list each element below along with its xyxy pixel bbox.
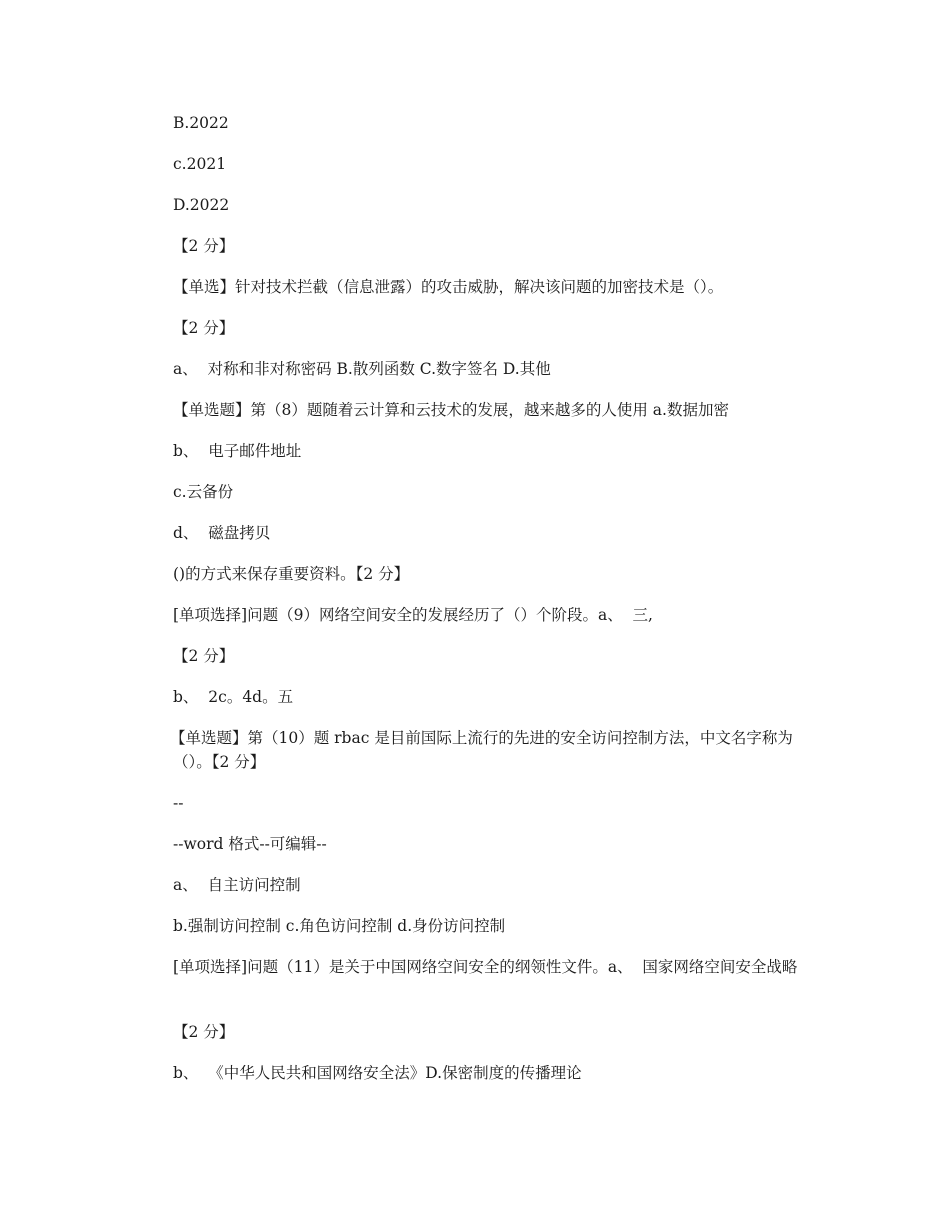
answer-option-line: b、 电子邮件地址 (173, 442, 302, 460)
option-c-line: c.2021 (173, 155, 227, 173)
question-text: 【单选题】第（10）题 rbac 是目前国际上流行的先进的安全访问控制方法，中文名字称为（）。【2 分】 (170, 729, 793, 771)
answer-options-line: b、 2c。4d。五 (173, 688, 294, 706)
question-text-continuation: ()的方式来保存重要资料。【2 分】 (173, 565, 410, 583)
question-text: [单项选择]问题（11）是关于中国网络空间安全的纲领性文件。a、 国家网络空间安全战略 (173, 958, 798, 976)
score-label: 【2 分】 (173, 647, 235, 665)
answer-option-line: c.云备份 (173, 483, 234, 501)
answer-option-line: a、 自主访问控制 (173, 876, 301, 894)
answer-options-line: b.强制访问控制 c.角色访问控制 d.身份访问控制 (173, 917, 506, 935)
question-text: 【单选题】第（8）题随着云计算和云技术的发展，越来越多的人使用 a.数据加密 (173, 401, 729, 419)
score-label: 【2 分】 (173, 237, 235, 255)
option-b-line: B.2022 (173, 114, 229, 132)
question-text: [单项选择]问题（9）网络空间安全的发展经历了（）个阶段。a、 三, (173, 606, 653, 624)
answer-options-line: b、 《中华人民共和国网络安全法》D.保密制度的传播理论 (173, 1064, 582, 1082)
score-label: 【2 分】 (173, 319, 235, 337)
score-label: 【2 分】 (173, 1023, 235, 1041)
separator-text: -- (173, 794, 184, 812)
footer-format-note: --word 格式--可编辑-- (173, 835, 327, 853)
answer-options-line: a、 对称和非对称密码 B.散列函数 C.数字签名 D.其他 (173, 360, 551, 378)
option-d-line: D.2022 (173, 196, 230, 214)
question-text: 【单选】针对技术拦截（信息泄露）的攻击威胁，解决该问题的加密技术是（）。 (173, 278, 724, 296)
answer-option-line: d、 磁盘拷贝 (173, 524, 271, 542)
